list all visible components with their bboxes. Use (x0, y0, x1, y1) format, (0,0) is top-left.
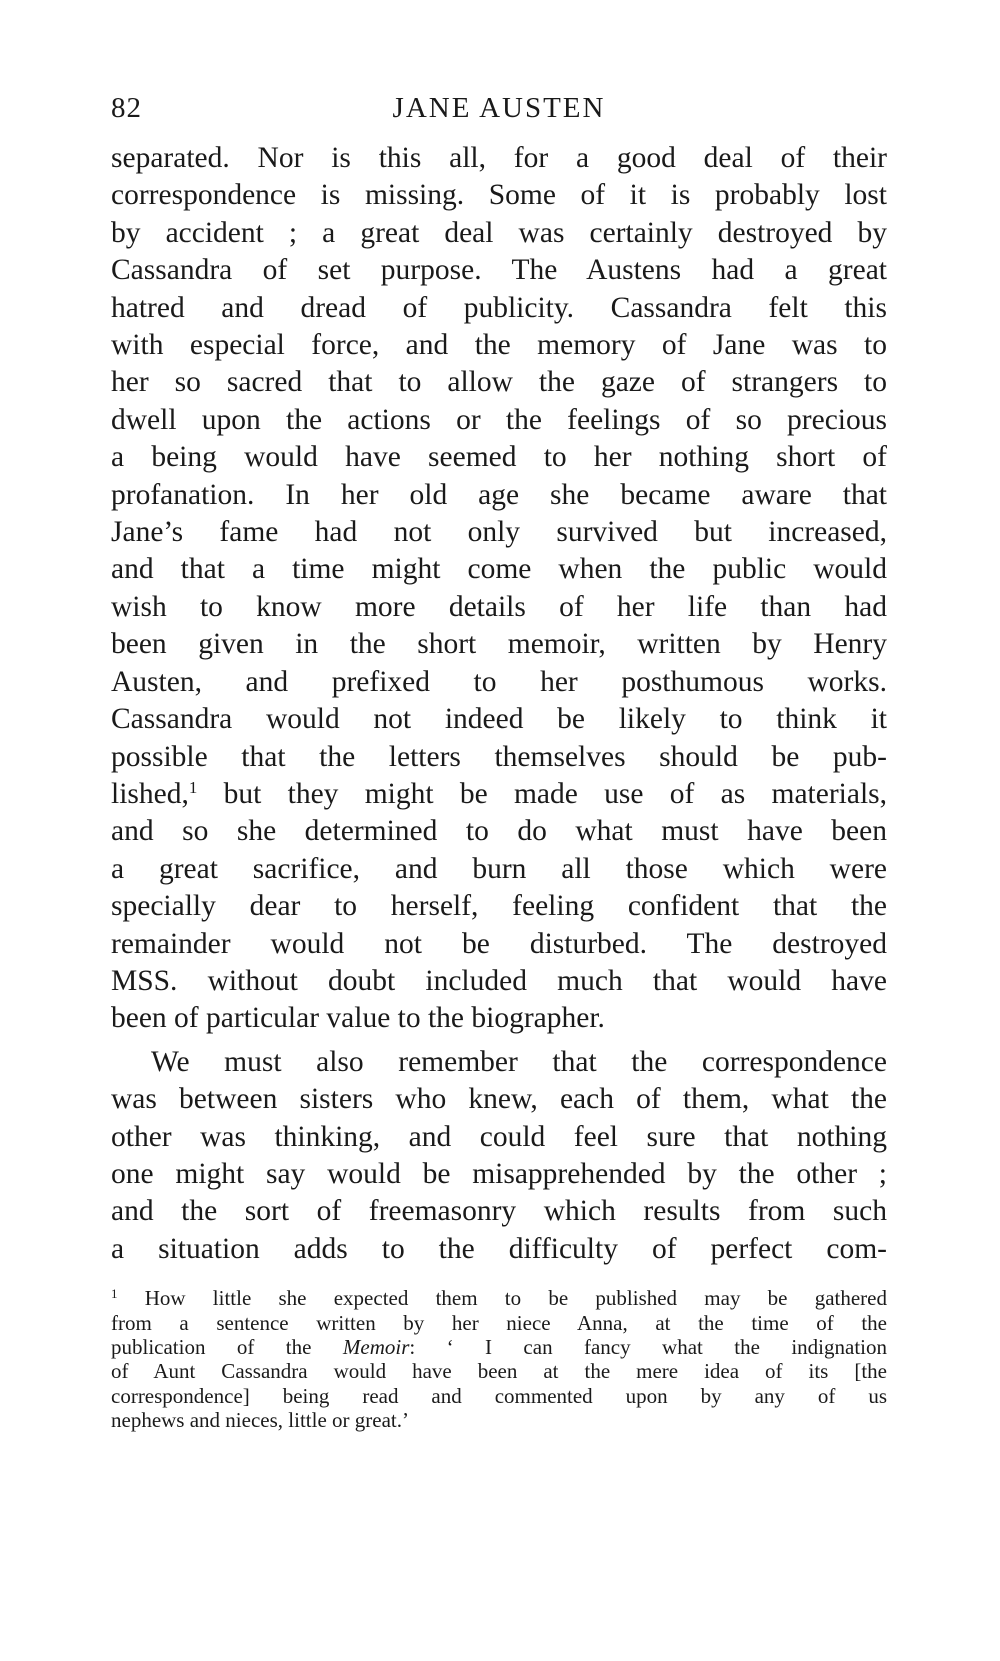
book-page (111, 92, 887, 1433)
text-line: a being would have seemed to her nothing short of (111, 441, 887, 474)
footnote-line: correspondence] being read and commented upon by any of us (111, 1383, 887, 1408)
text-line: We must also remember that the correspondence (151, 1045, 887, 1078)
text-line: hatred and dread of publicity. Cassandra felt this (111, 291, 887, 324)
running-title: JANE AUSTEN (392, 92, 606, 124)
text-line-with-footnote (111, 776, 887, 813)
text-fragment: publication of the (111, 1335, 312, 1359)
text-line: and that a time might come when the public would (111, 553, 887, 586)
footnote-line (111, 1286, 887, 1310)
text-line: one might say would be misapprehended by the other ; (111, 1157, 887, 1190)
text-line: remainder would not be disturbed. The destroyed (111, 927, 887, 960)
text-line: profanation. In her old age she became aware that (111, 478, 887, 511)
text-line: by accident ; a great deal was certainly destroyed by (111, 216, 887, 249)
footnote (111, 1286, 887, 1432)
text-line: other was thinking, and could feel sure that nothing (111, 1120, 887, 1153)
text-fragment: lished, (111, 777, 189, 810)
text-line: Jane’s fame had not only survived but increased, (111, 516, 887, 549)
text-fragment: but they might be made use of as materials, (223, 777, 888, 810)
text-line: her so sacred that to allow the gaze of strangers to (111, 366, 887, 399)
text-line: was between sisters who knew, each of them, what the (111, 1083, 887, 1116)
body-text (111, 140, 887, 1268)
text-line: a situation adds to the difficulty of perfect com- (111, 1232, 887, 1265)
text-line: with especial force, and the memory of Jane was to (111, 329, 887, 362)
text-line: been given in the short memoir, written by Henry (111, 628, 887, 661)
text-line: been of particular value to the biographer. (111, 1002, 605, 1035)
text-line: and so she determined to do what must have been (111, 815, 887, 848)
text-line: and the sort of freemasonry which results from such (111, 1195, 887, 1228)
footnote-line: from a sentence written by her niece Anna, at the time of the (111, 1310, 887, 1335)
italic-title: Memoir (342, 1335, 410, 1359)
text-line: MSS. without doubt included much that would have (111, 964, 887, 997)
footnote-reference: 1 (188, 777, 198, 797)
text-fragment: How little she expected them to be published may be gathered (144, 1286, 888, 1311)
text-line: dwell upon the actions or the feelings of so precious (111, 403, 887, 436)
text-line: possible that the letters themselves should be pub- (111, 740, 887, 773)
footnote-line: of Aunt Cassandra would have been at the mere idea of its [the (111, 1359, 887, 1384)
footnote-marker: 1 (111, 1286, 118, 1302)
text-line: Cassandra of set purpose. The Austens had a great (111, 254, 887, 287)
text-line: specially dear to herself, feeling confident that the (111, 890, 887, 923)
text-fragment: : ‘ I can fancy what the indignation (409, 1335, 887, 1359)
text-line: a great sacrifice, and burn all those which were (111, 852, 887, 885)
footnote-line: nephews and nieces, little or great.’ (111, 1408, 409, 1433)
page-number: 82 (111, 92, 142, 124)
text-line: correspondence is missing. Some of it is probably lost (111, 179, 887, 212)
text-line: separated. Nor is this all, for a good deal of their (111, 142, 887, 174)
running-head (111, 92, 887, 136)
text-line: Cassandra would not indeed be likely to think it (111, 703, 887, 736)
footnote-line (111, 1335, 887, 1359)
text-line: Austen, and prefixed to her posthumous works. (111, 665, 887, 698)
text-line: wish to know more details of her life than had (111, 590, 887, 623)
